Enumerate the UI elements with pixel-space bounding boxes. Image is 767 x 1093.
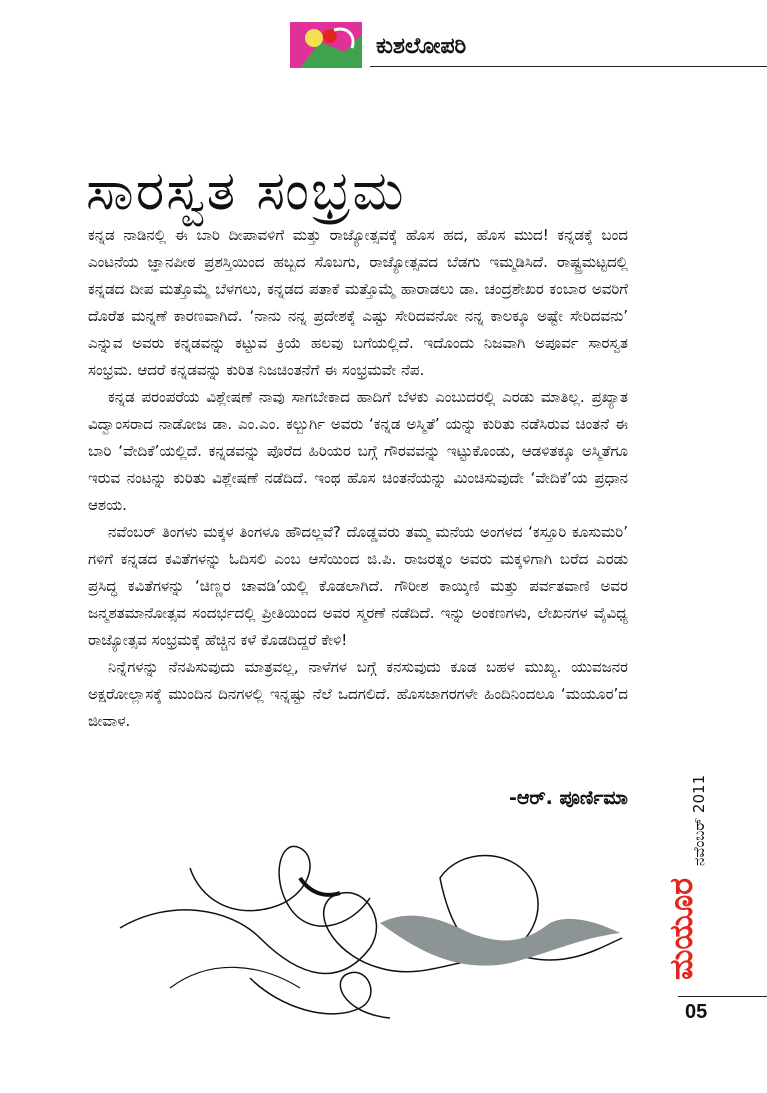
magazine-sidebar	[650, 760, 760, 996]
paragraph: ಕನ್ನಡ ನಾಡಿನಲ್ಲಿ ಈ ಬಾರಿ ದೀಪಾವಳಿಗೆ ಮತ್ತು ರಾಜ್ಯೋತ್ಸವಕ್ಕೆ ಹೊಸ ಹದ, ಹೊಸ ಮುದ! ಕನ್ನಡಕ್ಕೆ ಬಂದ ಎಂಟನೆಯ ಜ್ಞಾನಪೀಠ ಪ್ರಶಸ್ತಿಯಿಂದ ಹಬ್ಬದ ಸೊಬಗು, ರಾಜ್ಯೋತ್ಸವದ ಬೆಡಗು ಇಮ್ಮಡಿಸಿದೆ. ರಾಷ್ಟ್ರಮಟ್ಟದಲ್ಲಿ ಕನ್ನಡದ ದೀಪ ಮತ್ತೊಮ್ಮೆ ಬೆಳಗಲು, ಕನ್ನಡದ ಪತಾಕೆ ಮತ್ತೊಮ್ಮೆ ಹಾರಾಡಲು ಡಾ. ಚಂದ್ರಶೇಖರ ಕಂಬಾರ ಅವರಿಗೆ ದೊರೆತ ಮನ್ನಣೆ ಕಾರಣವಾಗಿದೆ. ‘ನಾನು ನನ್ನ ಪ್ರದೇಶಕ್ಕೆ ಎಷ್ಟು ಸೇರಿದವನೋ ನನ್ನ ಕಾಲಕ್ಕೂ ಅಷ್ಟೇ ಸೇರಿದವನು’ ಎನ್ನುವ ಅವರು ಕನ್ನಡವನ್ನು ಕಟ್ಟುವ ಕ್ರಿಯೆ ಹಲವು ಬಗೆಯಲ್ಲಿದೆ. ಇದೊಂದು ನಿಜವಾಗಿ ಅಪೂರ್ವ ಸಾರಸ್ವತ ಸಂಭ್ರಮ. ಆದರೆ ಕನ್ನಡವನ್ನು ಕುರಿತ ನಿಜಚಿಂತನೆಗೆ ಈ ಸಂಭ್ರಮವೇ ನೆಪ.	[88, 226, 628, 379]
page-number: 05	[685, 1001, 708, 1023]
section-title: ಕುಶಲೋಪರಿ	[376, 34, 467, 59]
paragraph: ನಿನ್ನೆಗಳನ್ನು ನೆನಪಿಸುವುದು ಮಾತ್ರವಲ್ಲ, ನಾಳೆಗಳ ಬಗ್ಗೆ ಕನಸುವುದು ಕೂಡ ಬಹಳ ಮುಖ್ಯ. ಯುವಜನರ ಅಕ್ಷರೋಲ್ಲಾಸಕ್ಕೆ ಮುಂದಿನ ದಿನಗಳಲ್ಲಿ ಇನ್ನಷ್ಟು ನೆಲೆ ಒದಗಲಿದೆ. ಹೊಸಜಾಗರಗಳೇ ಹಿಂದಿನಿಂದಲೂ ‘ಮಯೂರ’ದ ಜೀವಾಳ.	[88, 658, 628, 730]
page-header	[290, 18, 767, 74]
footer-divider	[678, 996, 767, 997]
author-signature: -ಆರ್. ಪೂರ್ಣಿಮಾ	[509, 787, 628, 809]
section-logo-icon	[290, 22, 362, 68]
issue-date: ನವೆಂಬರ್ 2011	[690, 774, 708, 866]
paragraph: ನವೆಂಬರ್ ತಿಂಗಳು ಮಕ್ಕಳ ತಿಂಗಳೂ ಹೌದಲ್ಲವೆ? ದೊಡ್ಡವರು ತಮ್ಮ ಮನೆಯ ಅಂಗಳದ ‘ಕಸ್ತೂರಿ ಕೂಸುಮರಿ’ ಗಳಿಗೆ ಕನ್ನಡದ ಕವಿತೆಗಳನ್ನು ಓದಿಸಲಿ ಎಂಬ ಆಸೆಯಿಂದ ಜಿ.ಪಿ. ರಾಜರತ್ನಂ ಅವರು ಮಕ್ಕಳಿಗಾಗಿ ಬರೆದ ಎರಡು ಪ್ರಸಿದ್ಧ ಕವಿತೆಗಳನ್ನು ‘ಚಿಣ್ಣರ ಚಾವಡಿ’ಯಲ್ಲಿ ಕೊಡಲಾಗಿದೆ. ಗೌರೀಶ ಕಾಯ್ಕಿಣಿ ಮತ್ತು ಪರ್ವತವಾಣಿ ಅವರ ಜನ್ಮಶತಮಾನೋತ್ಸವ ಸಂದರ್ಭದಲ್ಲಿ ಪ್ರೀತಿಯಿಂದ ಅವರ ಸ್ಮರಣೆ ನಡೆದಿದೆ. ಇನ್ನು ಅಂಕಣಗಳು, ಲೇಖನಗಳ ವೈವಿಧ್ಯ ರಾಜ್ಯೋತ್ಸವ ಸಂಭ್ರಮಕ್ಕೆ ಹೆಚ್ಚಿನ ಕಳೆ ಕೊಡದಿದ್ದರೆ ಕೇಳಿ!	[88, 523, 628, 649]
magazine-name: ಮಯೂರ	[662, 877, 700, 980]
paragraph: ಕನ್ನಡ ಪರಂಪರೆಯ ವಿಶ್ಲೇಷಣೆ ನಾವು ಸಾಗಬೇಕಾದ ಹಾದಿಗೆ ಬೆಳಕು ಎಂಬುದರಲ್ಲಿ ಎರಡು ಮಾತಿಲ್ಲ. ಪ್ರಖ್ಯಾತ ವಿದ್ವಾಂಸರಾದ ನಾಡೋಜ ಡಾ. ಎಂ.ಎಂ. ಕಲ್ಬುರ್ಗಿ ಅವರು ‘ಕನ್ನಡ ಅಸ್ಮಿತೆ’ ಯನ್ನು ಕುರಿತು ನಡೆಸಿರುವ ಚಿಂತನೆ ಈ ಬಾರಿ ‘ವೇದಿಕೆ’ಯಲ್ಲಿದೆ. ಕನ್ನಡವನ್ನು ಪೊರೆದ ಹಿರಿಯರ ಬಗ್ಗೆ ಗೌರವವನ್ನು ಇಟ್ಟುಕೊಂಡು, ಆಡಳಿತಕ್ಕೂ ಅಸ್ಮಿತೆಗೂ ಇರುವ ನಂಟನ್ನು ಕುರಿತು ವಿಶ್ಲೇಷಣೆ ನಡೆದಿದೆ. ಇಂಥ ಹೊಸ ಚಿಂತನೆಯನ್ನು ಮಿಂಚಿಸುವುದೇ ‘ವೇದಿಕೆ’ಯ ಪ್ರಧಾನ ಆಶಯ.	[88, 388, 628, 514]
article-title: ಸಾರಸ್ವತ ಸಂಭ್ರಮ	[86, 159, 406, 223]
line-art-illustration	[110, 838, 630, 1028]
article-body	[88, 222, 628, 735]
header-divider	[370, 66, 767, 67]
